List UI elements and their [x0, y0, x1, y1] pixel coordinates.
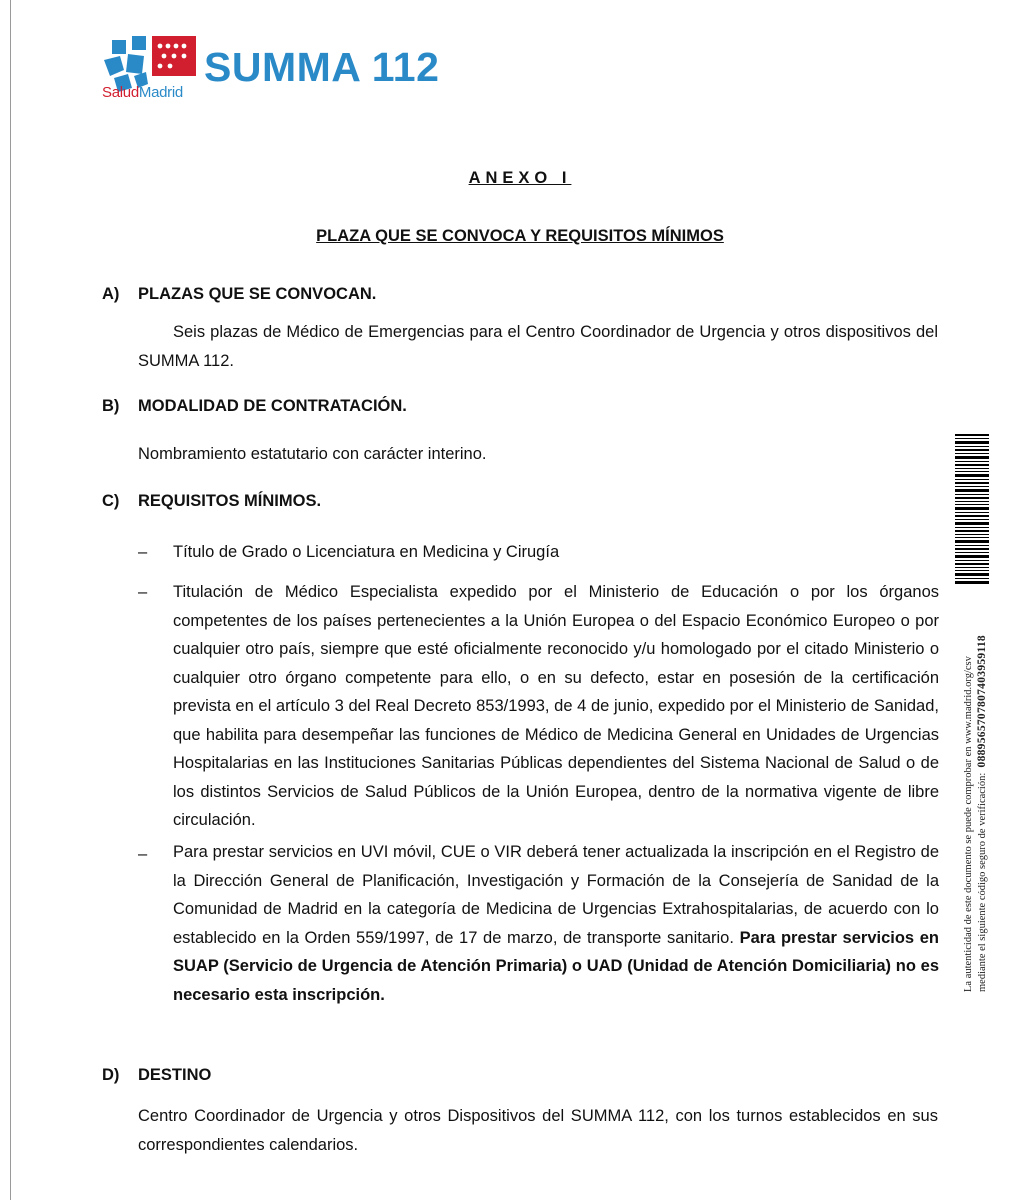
- requirement-item-1: Título de Grado o Licenciatura en Medicina y Cirugía: [173, 543, 560, 561]
- barcode-icon: [955, 434, 989, 584]
- main-title: PLAZA QUE SE CONVOCA Y REQUISITOS MÍNIMOS: [316, 227, 724, 245]
- requirement-item-3: Para prestar servicios en UVI móvil, CUE o VIR deberá tener actualizada la inscripción en el Registro de la Dirección General de Planificación, Investigación y Formación de la Consejería de Sanidad de la Comunidad de Madrid en la categoría de Medicina de Urgencias Extrahospitalarias, de acuerdo con lo establecido en la Orden 559/1997, de 17 de marzo, de transporte sanitario. Para prestar servicios en SUAP (Servicio de Urgencia de Atención Primaria) o UAD (Unidad de Atención Domiciliaria) no es necesario esta inscripción.: [173, 843, 939, 1004]
- section-a-text: Seis plazas de Médico de Emergencias para el Centro Coordinador de Urgencia y otros dispositivos del SUMMA 112.: [138, 323, 938, 370]
- section-a-heading: A) PLAZAS QUE SE CONVOCAN.: [102, 285, 377, 303]
- section-b-text: Nombramiento estatutario con carácter interino.: [138, 445, 487, 463]
- section-d-text: Centro Coordinador de Urgencia y otros Dispositivos del SUMMA 112, con los turnos establecidos en sus correspondientes calendarios.: [138, 1107, 938, 1154]
- annex-title: ANEXO I: [468, 169, 572, 187]
- bullet-dash: –: [138, 845, 148, 863]
- verification-note: La autenticidad de este documento se puede comprobar en www.madrid.org/csv mediante el siguiente código seguro de verificación: 0889565707807403959118: [963, 635, 988, 992]
- section-b-heading: B) MODALIDAD DE CONTRATACIÓN.: [102, 397, 407, 415]
- section-c-heading: C) REQUISITOS MÍNIMOS.: [102, 492, 322, 510]
- bullet-dash: –: [138, 583, 148, 601]
- bullet-dash: –: [138, 543, 148, 561]
- section-d-heading: D) DESTINO: [102, 1066, 212, 1084]
- requirement-item-2: Titulación de Médico Especialista expedido por el Ministerio de Educación o por los órganos competentes de los países pertenecientes a la Unión Europea o del Espacio Económico Europeo o por cualquier otro país, siempre que esté oficialmente reconocido y/u homologado por el citado Ministerio o cualquier otro órgano competente para ello, o en su defecto, estar en posesión de la certificación prevista en el artículo 3 del Real Decreto 853/1993, de 4 de junio, expedido por el Ministerio de Sanidad, que habilita para desempeñar las funciones de Médico de Medicina General en Unidades de Urgencias Hospitalarias en las Instituciones Sanitarias Públicas dependientes del Sistema Nacional de Salud o de los distintos Servicios de Salud Públicos de la Unión Europea, dentro de la normativa vigente de libre circulación.: [173, 583, 939, 829]
- verification-code: 0889565707807403959118: [975, 635, 988, 768]
- logo-text: SUMMA 112: [204, 44, 440, 90]
- salud-madrid-wordmark: SaludMadrid: [102, 84, 183, 101]
